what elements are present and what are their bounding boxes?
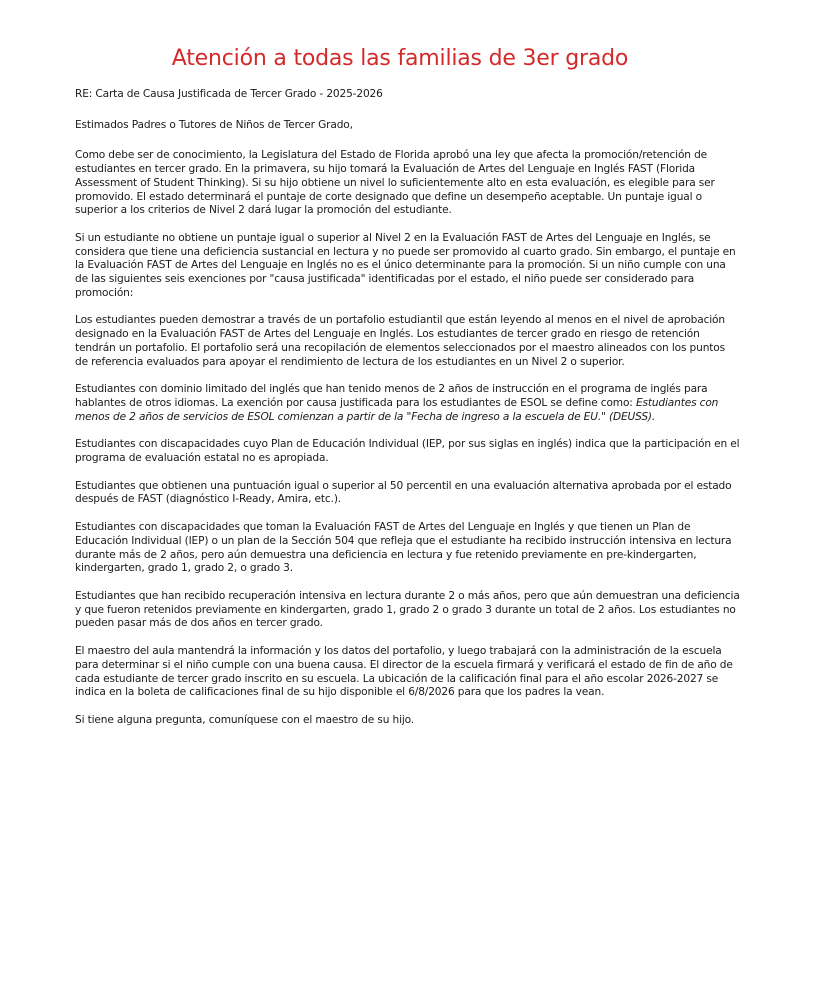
paragraph-esol <box>75 383 740 424</box>
paragraph-iep: Estudiantes con discapacidades cuyo Plan de Educación Individual (IEP, por sus siglas en inglés) indica que la participación en el programa de evaluación estatal no es apropiada. <box>75 438 740 465</box>
page-title: Atención a todas las familias de 3er grado <box>171 46 629 71</box>
letter-body <box>75 88 740 742</box>
paragraph-disabilities: Estudiantes con discapacidades que toman la Evaluación FAST de Artes del Lenguaje en Inglés y que tienen un Plan de Educación Individual (IEP) o un plan de la Sección 504 que refleja que el estudiante ha recibido instrucción intensiva en lectura durante más de 2 años, pero aún demuestra una deficiencia en lectura y fue retenido previamente en pre-kindergarten, kindergarten, grado 1, grado 2, o grado 3. <box>75 521 732 575</box>
paragraph-remediation: Estudiantes que han recibido recuperación intensiva en lectura durante 2 o más años, pero que aún demuestran una deficiencia y que fueron retenidos previamente en kindergarten, grado 1, grado 2 o grado 3 durante un total de 2 años. Los estudiantes no pueden pasar más de dos años en tercer grado. <box>75 589 740 630</box>
paragraph-intro: Como debe ser de conocimiento, la Legislatura del Estado de Florida aprobó una ley que afecta la promoción/retención de estudiantes en tercer grado. En la primavera, su hijo tomará la Evaluación de Artes del Lenguaje en Inglés FAST (Florida Assessment of Student Thinking). Si su hijo obtiene un nivel lo suficientemente alto en esta evaluación, es elegible para ser promovido. El estado determinará el puntaje de corte designado que define un desempeño aceptable. Un puntaje igual o superior a los criterios de Nivel 2 dará lugar la promoción del estudiante. <box>75 149 715 217</box>
paragraph-level2: Si un estudiante no obtiene un puntaje igual o superior al Nivel 2 en la Evaluación FAST de Artes del Lenguaje en Inglés, se considera que tiene una deficiencia sustancial en lectura y no puede ser promovido al cuarto grado. Sin embargo, el puntaje en la Evaluación FAST de Artes del Lenguaje en Inglés no es el único determinante para la promoción. Si un niño cumple con una de las siguientes seis exenciones por "causa justificada" identificadas por el estado, el niño puede ser considerado para promoción: <box>75 231 736 299</box>
paragraph-portfolio: Los estudiantes pueden demostrar a través de un portafolio estudiantil que están leyendo al menos en el nivel de aprobación designado en la Evaluación FAST de Artes del Lenguaje en Inglés. Los estudiantes de tercer grado en riesgo de retención tendrán un portafolio. El portafolio será una recopilación de elementos seleccionados por el maestro alineados con los puntos de referencia evaluados para apoyar el rendimiento de lectura de los estudiantes en un Nivel 2 o superior. <box>75 314 725 368</box>
paragraph-percentile: Estudiantes que obtienen una puntuación igual o superior al 50 percentil en una evaluación alternativa aprobada por el estado después de FAST (diagnóstico I-Ready, Amira, etc.). <box>75 479 732 506</box>
paragraph-teacher: El maestro del aula mantendrá la información y los datos del portafolio, y luego trabajará con la administración de la escuela para determinar si el niño cumple con una buena causa. El director de la escuela firmará y verificará el estado de fin de año de cada estudiante de tercer grado inscrito en su escuela. La ubicación de la calificación final para el año escolar 2026-2027 se indica en la boleta de calificaciones final de su hijo disponible el 6/8/2026 para que los padres la vean. <box>75 645 733 699</box>
esol-definition: Estudiantes con menos de 2 años de servicios de ESOL comienzan a partir de la "Fecha de ingreso a la escuela de EU." (DEUSS). <box>75 396 719 423</box>
paragraph-closing: Si tiene alguna pregunta, comuníquese con el maestro de su hijo. <box>75 713 415 726</box>
salutation: Estimados Padres o Tutores de Niños de Tercer Grado, <box>75 118 353 131</box>
re-line: RE: Carta de Causa Justificada de Tercer Grado - 2025-2026 <box>75 88 383 100</box>
esol-text: Estudiantes con dominio limitado del inglés que han tenido menos de 2 años de instrucción en el programa de inglés para hablantes de otros idiomas. La exención por causa justificada para los estudiantes de ESOL se define como: <box>75 383 708 409</box>
